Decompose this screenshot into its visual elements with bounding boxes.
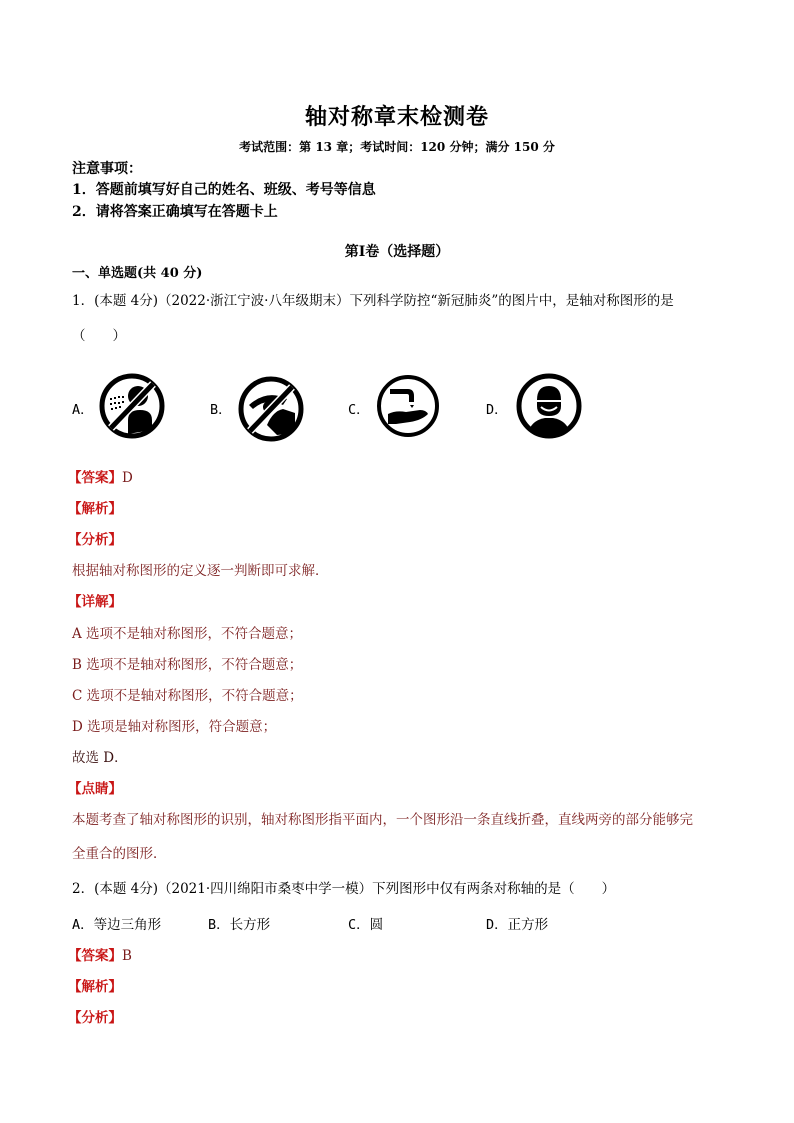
no-spitting-icon bbox=[98, 372, 166, 440]
choice-label: C． bbox=[348, 917, 370, 933]
answer-value: B bbox=[122, 948, 132, 964]
page-title: 轴对称章末检测卷 bbox=[304, 105, 489, 130]
detail-label: 【详解】 bbox=[68, 594, 122, 610]
choice-label: B． bbox=[208, 917, 230, 933]
analysis-tag bbox=[68, 497, 122, 517]
fenxi-label: 【分析】 bbox=[68, 1010, 122, 1026]
notice-item: 2．请将答案正确填写在答题卡上 bbox=[72, 204, 278, 220]
detail-line: D 选项是轴对称图形，符合题意； bbox=[72, 719, 277, 735]
no-eye-touching-icon bbox=[237, 375, 305, 443]
detail-line: 故选 D． bbox=[72, 750, 128, 766]
option-label-d: D． bbox=[486, 402, 508, 418]
fenxi-label: 【分析】 bbox=[68, 532, 122, 548]
option-label-c: C． bbox=[348, 402, 370, 418]
comment-label: 【点睛】 bbox=[68, 781, 122, 797]
comment-line: 全重合的图形． bbox=[72, 846, 167, 862]
section-title: 一、单选题(共 40 分) bbox=[72, 266, 203, 281]
choice-text: 圆 bbox=[369, 917, 384, 933]
comment-tag bbox=[68, 777, 122, 797]
choice-a bbox=[72, 913, 161, 933]
choice-label: D． bbox=[486, 917, 508, 933]
fenxi-text: 根据轴对称图形的定义逐一判断即可求解． bbox=[72, 563, 329, 579]
choice-text: 等边三角形 bbox=[93, 917, 162, 933]
detail-line: B 选项不是轴对称图形，不符合题意； bbox=[72, 657, 303, 673]
choice-text: 长方形 bbox=[229, 917, 271, 933]
choice-c bbox=[348, 913, 383, 933]
notice-heading: 注意事项： bbox=[72, 161, 142, 177]
option-label-a: A． bbox=[72, 402, 94, 418]
hand-washing-icon bbox=[374, 372, 442, 440]
question-stem: 1．(本题 4分)（2022·浙江宁波·八年级期末）下列科学防控“新冠肺炎”的图片中，是轴对称图形的是 bbox=[72, 293, 674, 309]
wear-mask-icon bbox=[515, 372, 583, 440]
analysis-label: 【解析】 bbox=[68, 501, 122, 517]
answer-value: D bbox=[122, 470, 133, 486]
choice-text: 正方形 bbox=[507, 917, 549, 933]
analysis-tag bbox=[68, 975, 122, 995]
exam-info: 考试范围：第 13 章；考试时间：120 分钟；满分 150 分 bbox=[239, 140, 555, 154]
answer-tag: 【答案】 bbox=[68, 470, 122, 486]
detail-tag bbox=[68, 590, 122, 610]
answer-line bbox=[68, 466, 133, 486]
option-label-b: B． bbox=[210, 402, 232, 418]
part-title: 第Ⅰ卷（选择题） bbox=[344, 244, 450, 260]
fenxi-tag bbox=[68, 528, 122, 548]
answer-blank: （ ） bbox=[72, 328, 126, 344]
detail-line: C 选项不是轴对称图形，不符合题意； bbox=[72, 688, 303, 704]
choice-label: A． bbox=[72, 917, 94, 933]
question-stem: 2．(本题 4分)（2021·四川绵阳市桑枣中学一模）下列图形中仅有两条对称轴的是（ ） bbox=[72, 881, 616, 897]
notice-item: 1．答题前填写好自己的姓名、班级、考号等信息 bbox=[72, 182, 376, 198]
detail-line: A 选项不是轴对称图形，不符合题意； bbox=[72, 626, 303, 642]
answer-line bbox=[68, 944, 132, 964]
fenxi-tag bbox=[68, 1006, 122, 1026]
analysis-label: 【解析】 bbox=[68, 979, 122, 995]
answer-tag: 【答案】 bbox=[68, 948, 122, 964]
choice-d bbox=[486, 913, 548, 933]
comment-line: 本题考查了轴对称图形的识别，轴对称图形指平面内，一个图形沿一条直线折叠，直线两旁的部分能够完 bbox=[72, 812, 693, 828]
choice-b bbox=[208, 913, 270, 933]
